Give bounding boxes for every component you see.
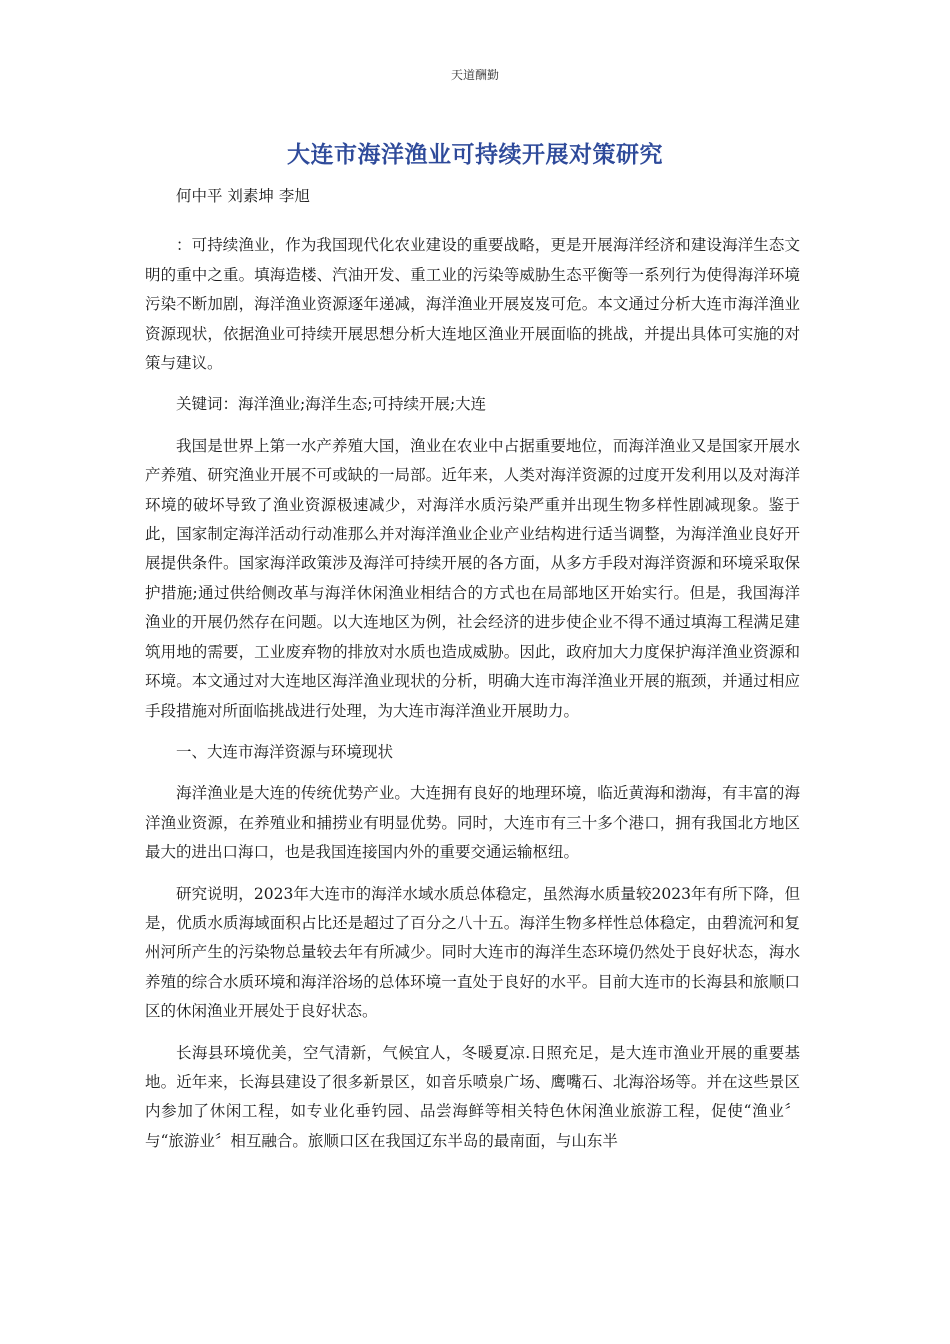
page-header: 天道酬勤 — [450, 68, 499, 82]
authors-line: 何中平 刘素坤 李旭 — [176, 187, 310, 205]
body-paragraph: 研究说明，2023年大连市的海洋水域水质总体稳定，虽然海水质量较2023年有所下降，但是，优质水质海域面积占比还是超过了百分之八十五。海洋生物多样性总体稳定，由碧流河和复州河所产生的污染物总量较去年有所减少。同时大连市的海洋生态环境仍然处于良好状态，海水养殖的综合水质环境和海洋浴场的总体环境一直处于良好的水平。目前大连市的长海县和旅顺口区的休闲渔业开展处于良好状态。 — [145, 884, 800, 1021]
keywords-line: 关键词：海洋渔业;海洋生态;可持续开展;大连 — [176, 395, 487, 414]
body-paragraph: 海洋渔业是大连的传统优势产业。大连拥有良好的地理环境，临近黄海和渤海，有丰富的海洋渔业资源，在养殖业和捕捞业有明显优势。同时，大连市有三十多个港口，拥有我国北方地区最大的进出口海口，也是我国连接国内外的重要交通运输枢纽。 — [145, 784, 800, 862]
section-heading: 一、大连市海洋资源与环境现状 — [176, 742, 394, 761]
body-paragraph: 长海县环境优美，空气清新，气候宜人，冬暖夏凉.日照充足，是大连市渔业开展的重要基地。近年来，长海县建设了很多新景区，如音乐喷泉广场、鹰嘴石、北海浴场等。并在这些景区内参加了休闲工程，如专业化垂钓园、品尝海鲜等相关特色休闲渔业旅游工程，促使“渔业〞与“旅游业〞相互融合。旅顺口区在我国辽东半岛的最南面，与山东半 — [145, 1043, 800, 1150]
document-body — [145, 182, 800, 1168]
document-title: 大连市海洋渔业可持续开展对策研究 — [287, 142, 663, 168]
abstract-paragraph: ：可持续渔业，作为我国现代化农业建设的重要战略，更是开展海洋经济和建设海洋生态文明的重中之重。填海造楼、汽油开发、重工业的污染等威胁生态平衡等一系列行为使得海洋环境污染不断加剧，海洋渔业资源逐年递减，海洋渔业开展岌岌可危。本文通过分析大连市海洋渔业资源现状，依据渔业可持续开展思想分析大连地区渔业开展面临的挑战，并提出具体可实施的对策与建议。 — [145, 236, 800, 373]
intro-paragraph: 我国是世界上第一水产养殖大国，渔业在农业中占据重要地位，而海洋渔业又是国家开展水产养殖、研究渔业开展不可或缺的一局部。近年来，人类对海洋资源的过度开发利用以及对海洋环境的破坏导致了渔业资源极速减少，对海洋水质污染严重并出现生物多样性剧减现象。鉴于此，国家制定海洋活动行动准那么并对海洋渔业企业产业结构进行适当调整，为海洋渔业良好开展提供条件。国家海洋政策涉及海洋可持续开展的各方面，从多方手段对海洋资源和环境采取保护措施;通过供给侧改革与海洋休闲渔业相结合的方式也在局部地区开始实行。但是，我国海洋渔业的开展仍然存在问题。以大连地区为例，社会经济的进步使企业不得不通过填海工程满足建筑用地的需要，工业废弃物的排放对水质也造成威胁。因此，政府加大力度保护海洋渔业资源和环境。本文通过对大连地区海洋渔业现状的分析，明确大连市海洋渔业开展的瓶颈，并通过相应手段措施对所面临挑战进行处理，为大连市海洋渔业开展助力。 — [145, 436, 800, 720]
